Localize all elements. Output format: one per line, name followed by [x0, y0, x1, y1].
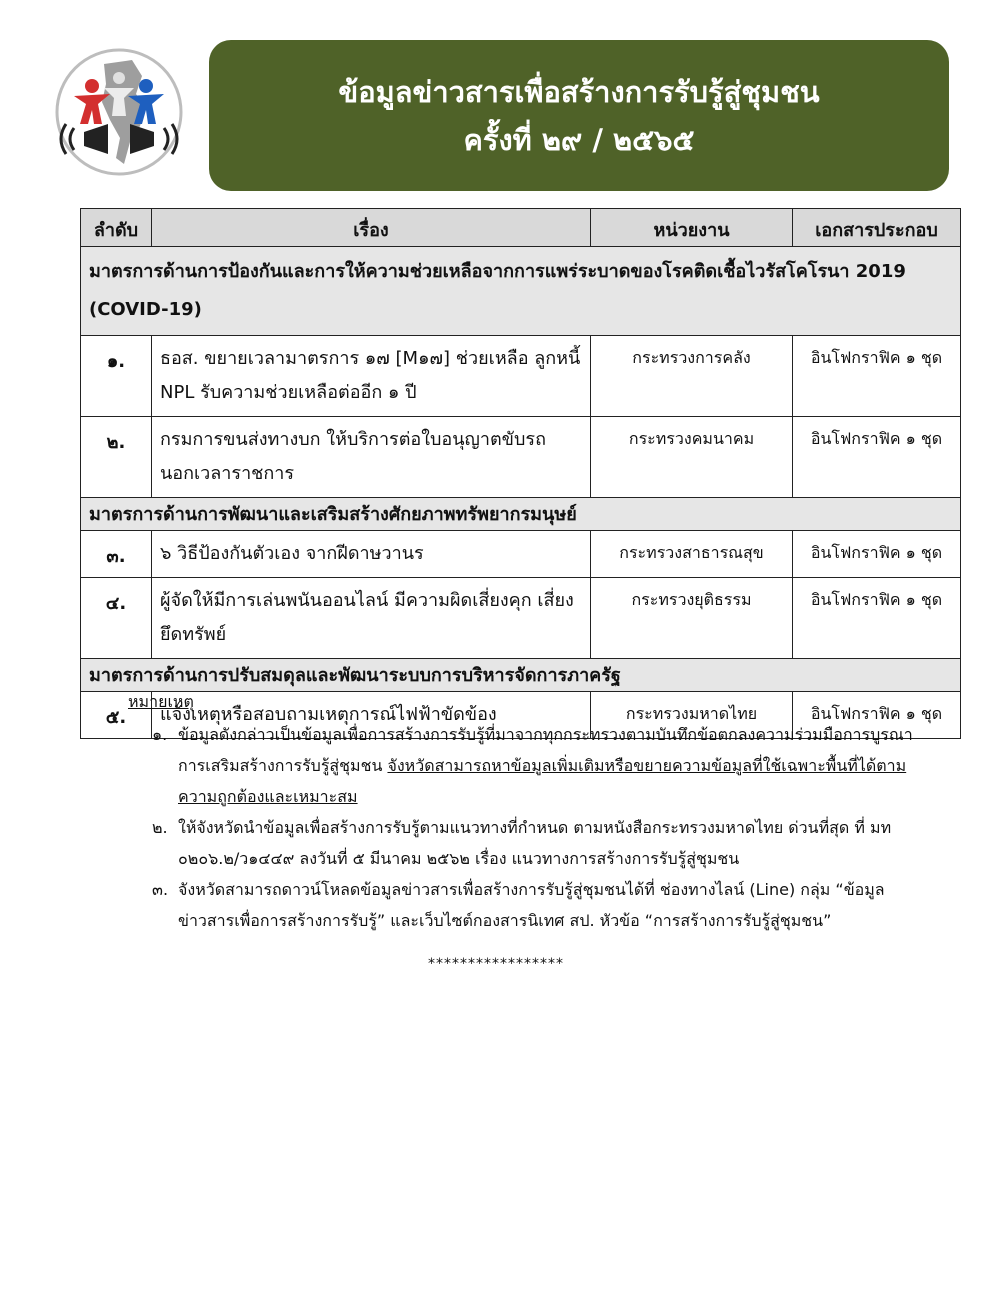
table-row: [81, 578, 961, 659]
end-marker: *****************: [428, 956, 564, 972]
title-banner: [209, 40, 949, 191]
table-row: [81, 531, 961, 578]
row-documents: อินโฟกราฟิค ๑ ชุด: [793, 336, 961, 417]
table-row: [81, 417, 961, 498]
note-item: [152, 719, 918, 812]
row-agency: กระทรวงสาธารณสุข: [591, 531, 793, 578]
note-text: [178, 719, 918, 812]
header-documents: เอกสารประกอบ: [793, 209, 961, 247]
title-line-1: ข้อมูลข่าวสารเพื่อสร้างการรับรู้สู่ชุมชน: [338, 74, 820, 109]
row-documents: อินโฟกราฟิค ๑ ชุด: [793, 531, 961, 578]
row-number: ๕.: [81, 692, 152, 739]
news-table: [80, 208, 961, 739]
row-subject: แจ้งเหตุหรือสอบถามเหตุการณ์ไฟฟ้าขัดข้อง: [152, 692, 591, 739]
header-agency: หน่วยงาน: [591, 209, 793, 247]
row-subject: ธอส. ขยายเวลามาตรการ ๑๗ [M๑๗] ช่วยเหลือ ลูกหนี้ NPL รับความช่วยเหลือต่ออีก ๑ ปี: [152, 336, 591, 417]
row-number: ๑.: [81, 336, 152, 417]
note-number: ๑.: [152, 725, 168, 744]
note-text: ให้จังหวัดนำข้อมูลเพื่อสร้างการรับรู้ตามแนวทางที่กำหนด ตามหนังสือกระทรวงมหาดไทย ด่วนที่สุด ที่ มท ๐๒๐๖.๒/ว๑๔๔๙ ลงวันที่ ๕ มีนาคม ๒๕๖๒ เรื่อง แนวทางการสร้างการรับรู้สู่ชุมชน: [178, 818, 892, 868]
row-agency: กระทรวงยุติธรรม: [591, 578, 793, 659]
note-item: [152, 812, 918, 874]
header-subject: เรื่อง: [152, 209, 591, 247]
note-number: ๒.: [152, 818, 168, 837]
section-title: มาตรการด้านการพัฒนาและเสริมสร้างศักยภาพทรัพยากรมนุษย์: [81, 498, 961, 531]
header-number: ลำดับ: [81, 209, 152, 247]
note-text-underlined: จังหวัดสามารถหาข้อมูลเพิ่มเติมหรือขยายความข้อมูลที่ใช้เฉพาะพื้นที่ได้ตามความถูกต้องและเหมาะสม: [178, 756, 907, 806]
title-line-2: ครั้งที่ ๒๙ / ๒๕๖๕: [463, 122, 695, 157]
row-documents: อินโฟกราฟิค ๑ ชุด: [793, 692, 961, 739]
section-title: มาตรการด้านการปรับสมดุลและพัฒนาระบบการบริหารจัดการภาครัฐ: [81, 659, 961, 692]
row-number: ๔.: [81, 578, 152, 659]
notes-title: หมายเหตุ: [128, 692, 194, 711]
note-text-plain: ข้อมูลดังกล่าวเป็นข้อมูลเพื่อการสร้างการรับรู้ที่มาจากทุกกระทรวงตามบันทึกข้อตกลงความร่วมมือการบูรณาการเสริมสร้างการรับรู้สู่ชุมชน: [178, 725, 913, 775]
section-row: [81, 247, 961, 336]
notes-section: [128, 686, 918, 936]
row-agency: กระทรวงการคลัง: [591, 336, 793, 417]
section-title: มาตรการด้านการป้องกันและการให้ความช่วยเหลือจากการแพร่ระบาดของโรคติดเชื้อไวรัสโคโรนา 2019 (COVID-19): [81, 247, 961, 336]
note-number: ๓.: [152, 880, 169, 899]
note-text: จังหวัดสามารถดาวน์โหลดข้อมูลข่าวสารเพื่อสร้างการรับรู้สู่ชุมชนได้ที่ ช่องทางไลน์ (Line) กลุ่ม “ข้อมูลข่าวสารเพื่อการสร้างการรับรู้” และเว็บไซต์กองสารนิเทศ สป. หัวข้อ “การสร้างการรับรู้สู่ชุมชน”: [178, 880, 885, 930]
logo: [44, 46, 194, 178]
table-row: [81, 336, 961, 417]
row-documents: อินโฟกราฟิค ๑ ชุด: [793, 578, 961, 659]
row-agency: กระทรวงมหาดไทย: [591, 692, 793, 739]
row-subject: ๖ วิธีป้องกันตัวเอง จากฝีดาษวานร: [152, 531, 591, 578]
note-item: [152, 874, 918, 936]
row-documents: อินโฟกราฟิค ๑ ชุด: [793, 417, 961, 498]
row-subject: ผู้จัดให้มีการเล่นพนันออนไลน์ มีความผิดเสี่ยงคุก เสี่ยงยึดทรัพย์: [152, 578, 591, 659]
row-agency: กระทรวงคมนาคม: [591, 417, 793, 498]
row-subject: กรมการขนส่งทางบก ให้บริการต่อใบอนุญาตขับรถ นอกเวลาราชการ: [152, 417, 591, 498]
section-row: [81, 498, 961, 531]
row-number: ๓.: [81, 531, 152, 578]
table-header-row: [81, 209, 961, 247]
row-number: ๒.: [81, 417, 152, 498]
